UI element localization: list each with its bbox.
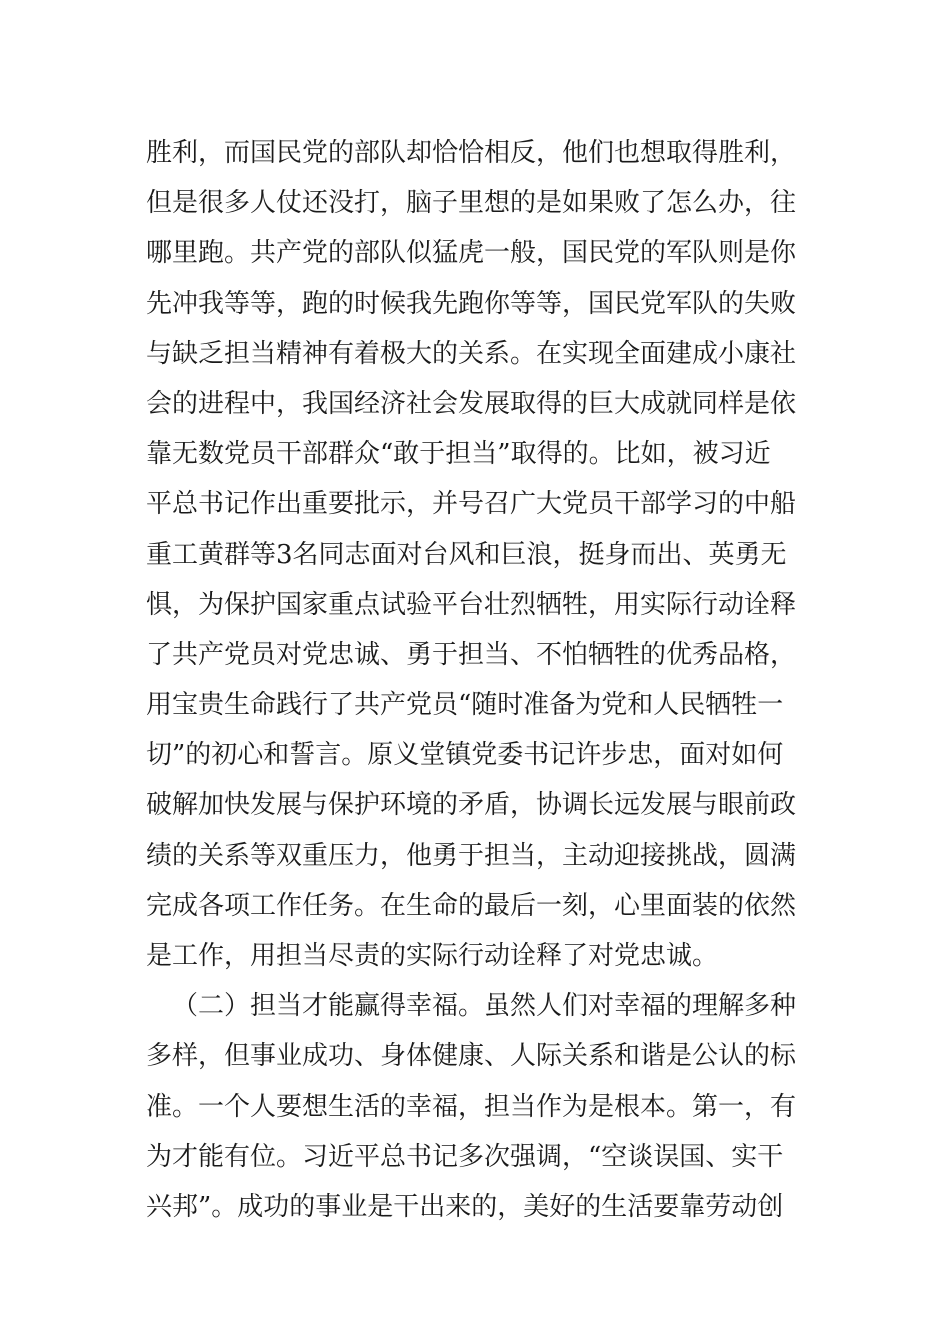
text-line: 破解加快发展与保护环境的矛盾，协调长远发展与眼前政 [146,790,797,821]
text-line: 完成各项工作任务。在生命的最后一刻，心里面装的依然 [146,890,797,921]
text-line: 多样，但事业成功、身体健康、人际关系和谐是公认的标 [146,1041,797,1072]
text-line: 为才能有位。习近平总书记多次强调，“空谈误国、实干 [146,1141,784,1172]
text-line: 兴邦”。成功的事业是干出来的，美好的生活要靠劳动创 [146,1191,784,1222]
text-line: 了共产党员对党忠诚、勇于担当、不怕牺牲的优秀品格， [146,639,797,670]
text-line: 靠无数党员干部群众“敢于担当”取得的。比如，被习近 [146,439,771,470]
text-line: 惧，为保护国家重点试验平台壮烈牺牲，用实际行动诠释 [146,589,797,620]
text-line: 哪里跑。共产党的部队似猛虎一般，国民党的军队则是你 [146,238,797,269]
section-heading-line: （二）担当才能赢得幸福。虽然人们对幸福的理解多种 [172,991,797,1022]
text-line: 是工作，用担当尽责的实际行动诠释了对党忠诚。 [146,941,719,971]
text-line: 切”的初心和誓言。原义堂镇党委书记许步忠，面对如何 [146,740,784,771]
text-line: 绩的关系等双重压力，他勇于担当，主动迎接挑战，圆满 [146,840,797,871]
text-line: 但是很多人仗还没打，脑子里想的是如果败了怎么办，往 [146,188,797,219]
text-line: 与缺乏担当精神有着极大的关系。在实现全面建成小康社 [146,338,797,369]
body-text [146,128,806,1232]
text-line: 先冲我等等，跑的时候我先跑你等等，国民党军队的失败 [146,288,797,319]
text-line: 胜利，而国民党的部队却恰恰相反，他们也想取得胜利， [146,138,797,168]
text-line: 平总书记作出重要批示，并号召广大党员干部学习的中船 [146,489,797,520]
text-line: 会的进程中，我国经济社会发展取得的巨大成就同样是依 [146,388,797,419]
text-line: 用宝贵生命践行了共产党员“随时准备为党和人民牺牲一 [146,690,784,721]
text-line: 重工黄群等3名同志面对台风和巨浪，挺身而出、英勇无 [146,539,787,570]
text-line: 准。一个人要想生活的幸福，担当作为是根本。第一，有 [146,1091,797,1122]
